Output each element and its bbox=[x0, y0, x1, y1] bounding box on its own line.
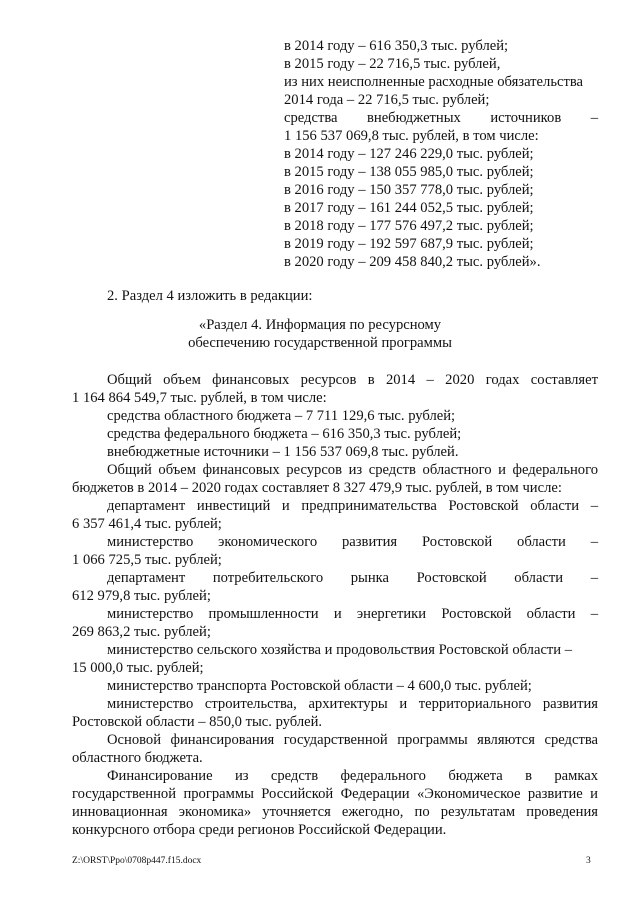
funding-list-line: в 2015 году – 22 716,5 тыс. рублей, bbox=[284, 56, 501, 72]
body-line: конкурсного отбора среди регионов Российской Федерации. bbox=[72, 822, 447, 838]
body-line: министерство сельского хозяйства и продовольствия Ростовской области – bbox=[107, 642, 573, 658]
item-2-heading: 2. Раздел 4 изложить в редакции: bbox=[107, 288, 313, 304]
funding-list-line: в 2015 году – 138 055 985,0 тыс. рублей; bbox=[284, 164, 534, 180]
body-line: Общий объем финансовых ресурсов в 2014 – 2020 годах составляет bbox=[107, 372, 598, 388]
funding-list-line: в 2020 году – 209 458 840,2 тыс. рублей». bbox=[284, 254, 541, 270]
body-line: министерство промышленности и энергетики Ростовской области – bbox=[107, 606, 598, 622]
body-line: областного бюджета. bbox=[72, 750, 203, 766]
funding-list-line: в 2017 году – 161 244 052,5 тыс. рублей; bbox=[284, 200, 534, 216]
funding-list-line: в 2014 году – 616 350,3 тыс. рублей; bbox=[284, 38, 509, 54]
body-line: министерство транспорта Ростовской области – 4 600,0 тыс. рублей; bbox=[107, 678, 532, 694]
section-title-line-2: обеспечению государственной программы bbox=[188, 335, 452, 351]
funding-list-line: 2014 года – 22 716,5 тыс. рублей; bbox=[284, 92, 490, 108]
body-line: Финансирование из средств федерального бюджета в рамках bbox=[107, 768, 598, 784]
body-line: инновационная экономика» уточняется ежегодно, по результатам проведения bbox=[72, 804, 598, 820]
body-line: Общий объем финансовых ресурсов из средств областного и федерального bbox=[107, 462, 598, 478]
body-line: департамент инвестиций и предпринимательства Ростовской области – bbox=[107, 498, 598, 514]
body-line: средства федерального бюджета – 616 350,3 тыс. рублей; bbox=[107, 426, 462, 442]
funding-list-line: из них неисполненные расходные обязательства bbox=[284, 74, 583, 90]
body-line: министерство экономического развития Ростовской области – bbox=[107, 534, 598, 550]
funding-list-line: средства внебюджетных источников – bbox=[284, 110, 598, 126]
body-line: 15 000,0 тыс. рублей; bbox=[72, 660, 204, 676]
body-line: 612 979,8 тыс. рублей; bbox=[72, 588, 211, 604]
funding-list-line: в 2019 году – 192 597 687,9 тыс. рублей; bbox=[284, 236, 534, 252]
section-title-line-1: «Раздел 4. Информация по ресурсному bbox=[198, 317, 442, 333]
file-path-footer: Z:\ORST\Ppo\0708p447.f15.docx bbox=[72, 856, 202, 866]
body-line: Ростовской области – 850,0 тыс. рублей. bbox=[72, 714, 323, 730]
page-number: 3 bbox=[586, 856, 591, 866]
body-line: 1 164 864 549,7 тыс. рублей, в том числе: bbox=[72, 390, 327, 406]
body-line: государственной программы Российской Федерации «Экономическое развитие и bbox=[72, 786, 598, 802]
funding-list-line: в 2014 году – 127 246 229,0 тыс. рублей; bbox=[284, 146, 534, 162]
body-line: бюджетов в 2014 – 2020 годах составляет 8 327 479,9 тыс. рублей, в том числе: bbox=[72, 480, 562, 496]
body-line: внебюджетные источники – 1 156 537 069,8 тыс. рублей. bbox=[107, 444, 459, 460]
funding-list-line: 1 156 537 069,8 тыс. рублей, в том числе: bbox=[284, 128, 539, 144]
funding-list-line: в 2018 году – 177 576 497,2 тыс. рублей; bbox=[284, 218, 534, 234]
funding-list-line: в 2016 году – 150 357 778,0 тыс. рублей; bbox=[284, 182, 534, 198]
body-line: 6 357 461,4 тыс. рублей; bbox=[72, 516, 222, 532]
body-line: Основой финансирования государственной программы являются средства bbox=[107, 732, 598, 748]
body-line: 269 863,2 тыс. рублей; bbox=[72, 624, 211, 640]
body-line: департамент потребительского рынка Ростовской области – bbox=[107, 570, 598, 586]
body-line: министерство строительства, архитектуры и территориального развития bbox=[107, 696, 598, 712]
body-line: средства областного бюджета – 7 711 129,6 тыс. рублей; bbox=[107, 408, 456, 424]
body-line: 1 066 725,5 тыс. рублей; bbox=[72, 552, 222, 568]
